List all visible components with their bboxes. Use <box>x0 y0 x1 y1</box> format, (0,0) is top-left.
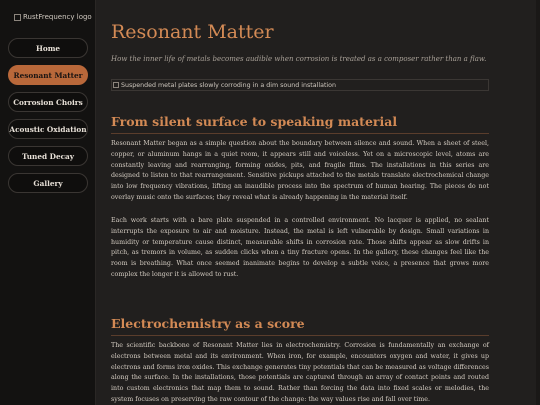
nav-item-acoustic-oxidation[interactable] <box>8 119 88 139</box>
main-content <box>96 0 540 405</box>
broken-image-icon <box>113 82 119 88</box>
section-paragraph: Resonant Matter began as a simple question about the boundary between silence and sound. When a sheet of steel, copper, or aluminum hangs in a quiet room, it appears still and voiceless. Yet on a microscopic level, atoms are constantly leaving and rearranging, forming oxides, pits, and fragile films. The installations in this series are designed to listen to that rearrangement. Sensitive pickups attached to the metals translate electrochemical change into low frequency vibrations, lifting an inaudible process into the spectrum of human hearing. The pieces do not overlay music onto the surfaces; they reveal what is already happening in the material itself. <box>111 140 489 201</box>
scrollbar[interactable] <box>536 0 540 405</box>
nav-item-label: Acoustic Oxidation <box>9 124 87 134</box>
section-divider <box>111 335 489 336</box>
hero-image-alt-text: Suspended metal plates slowly corroding in a dim sound installation <box>121 81 337 89</box>
nav-item-label: Resonant Matter <box>13 70 83 80</box>
site-logo[interactable] <box>14 13 92 21</box>
section-paragraph: Each work starts with a bare plate suspended in a controlled environment. No lacquer is applied, no sealant interrupts the exposure to air and moisture. Instead, the metal is left vulnerable by design. Small variations in humidity or temperature cause distinct, measurable shifts in corrosion rate. Those shifts appear as slow drifts in pitch, as tremors in volume, as sudden clicks when a tiny fracture opens. In the gallery, these changes feel like the room is breathing. What once seemed inanimate begins to develop a subtle voice, a presence that grows more complex the longer it is allowed to rust. <box>111 217 489 278</box>
section-paragraph: The scientific backbone of Resonant Matter lies in electrochemistry. Corrosion is fundamentally an exchange of electrons between metal and its environment. When iron, for example, encounters oxygen and water, it gives up electrons and forms iron oxides. This exchange generates tiny potentials that can be measured as voltage differences along the surface. In the installations, those potentials are captured through an array of contact points and routed into custom electronics that map them to sound. Rather than forcing the data into fixed scales or melodies, the system focuses on preserving the raw contour of the change: the way values rise and fall over time. <box>111 342 489 403</box>
nav-item-home[interactable] <box>8 38 88 58</box>
page-title: Resonant Matter <box>111 21 274 43</box>
nav-item-label: Home <box>35 43 61 53</box>
nav-item-tuned-decay[interactable] <box>8 146 88 166</box>
nav-item-gallery[interactable] <box>8 173 88 193</box>
nav-item-label: Corrosion Choirs <box>13 97 83 107</box>
nav-item-resonant-matter[interactable] <box>8 65 88 85</box>
section-divider <box>111 133 489 134</box>
section-heading: From silent surface to speaking material <box>111 114 398 129</box>
page-subtitle: How the inner life of metals becomes audible when corrosion is treated as a composer rather than a flaw. <box>111 55 487 63</box>
main-nav <box>8 38 88 200</box>
broken-image-icon <box>14 14 21 21</box>
nav-item-label: Tuned Decay <box>21 151 75 161</box>
section-heading: Electrochemistry as a score <box>111 316 305 331</box>
sidebar <box>0 0 96 405</box>
logo-alt-text: RustFrequency logo <box>23 13 92 21</box>
nav-item-label: Gallery <box>33 178 63 188</box>
hero-image <box>111 79 489 91</box>
nav-item-corrosion-choirs[interactable] <box>8 92 88 112</box>
